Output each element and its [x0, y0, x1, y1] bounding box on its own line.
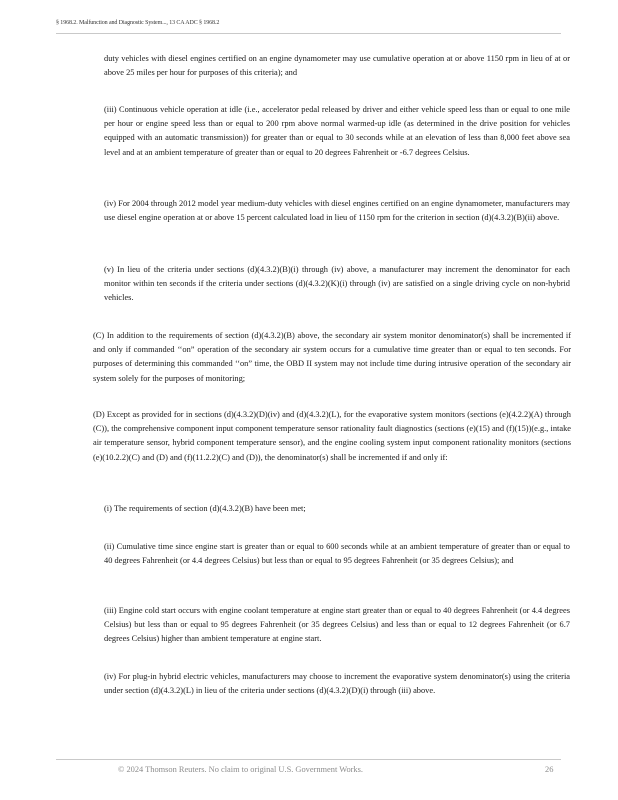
paragraph-cold-start: (iii) Engine cold start occurs with engine coolant temperature at engine start greater than or equal to 40 degrees Fahrenheit (or 4.4 degrees Celsius) but less than or equal to 95 degrees Fahrenheit (or 35 degrees Celsius) and less than or equal to 12 degrees Fahrenheit (or 6.7 degrees Celsius) higher than ambient temperature at engine start.: [104, 606, 570, 644]
paragraph-plug-in-hybrid: (iv) For plug-in hybrid electric vehicles, manufacturers may choose to increment the evaporative system denominator(s) using the criteria under section (d)(4.3.2)(L) in lieu of the criteria under sections (d)(4.3.2)(D)(i) through (iii) above.: [104, 672, 570, 696]
copyright-notice: © 2024 Thomson Reuters. No claim to original U.S. Government Works.: [118, 765, 363, 774]
header-divider: [56, 33, 561, 34]
paragraph-evaporative-system: (D) Except as provided for in sections (d)(4.3.2)(D)(iv) and (d)(4.3.2)(L), for the evaporative system monitors (sections (e)(4.2.2)(A) through (C)), the comprehensive component input component temperature sensor rationality fault diagnostics (sections (e)(15) and (f)(15))(e.g., intake air temperature sensor, hybrid component temperature sensor), and the engine cooling system input component rationality monitors (sections (e)(10.2.2)(C) and (D) and (f)(11.2.2)(C) and (D)), the denominator(s) shall be incremented if and only if:: [93, 410, 571, 462]
paragraph-medium-duty-load: (iv) For 2004 through 2012 model year medium-duty vehicles with diesel engines certified on an engine dynamometer, manufacturers may use diesel engine operation at or above 15 percent calculated load in lieu of 1150 rpm for the criterion in section (d)(4.3.2)(B)(ii) above.: [104, 199, 570, 223]
page-number: 26: [545, 765, 554, 774]
footer-divider: [56, 759, 561, 760]
paragraph-secondary-air-system: (C) In addition to the requirements of section (d)(4.3.2)(B) above, the secondary air system monitor denominator(s) shall be incremented if and only if commanded ‘‘on” operation of the secondary air system occurs for a cumulative time greater than or equal to ten seconds. For purposes of determining this commanded ‘‘on” time, the OBD II system may not include time during intrusive operation of the secondary air system solely for the purposes of monitoring;: [93, 331, 571, 383]
running-header: § 1968.2. Malfunction and Diagnostic System..., 13 CA ADC § 1968.2: [56, 20, 220, 26]
paragraph-lieu-of-criteria: (v) In lieu of the criteria under sections (d)(4.3.2)(B)(i) through (iv) above, a manufacturer may increment the denominator for each monitor within ten seconds if the criteria under sections (d)(4.3.2)(K)(i) through (iv) are satisfied on a single driving cycle on non-hybrid vehicles.: [104, 265, 570, 303]
paragraph-cumulative-time: (ii) Cumulative time since engine start is greater than or equal to 600 seconds while at an ambient temperature of greater than or equal to 40 degrees Fahrenheit (or 4.4 degrees Celsius) but less than or equal to 95 degrees Fahrenheit (or 35 degrees Celsius); and: [104, 542, 570, 566]
paragraph-idle-operation: (iii) Continuous vehicle operation at idle (i.e., accelerator pedal released by driver and either vehicle speed less than or equal to one mile per hour or engine speed less than or equal to 200 rpm above normal warmed-up idle (as determined in the drive position for vehicles equipped with an automatic transmission)) for greater than or equal to 30 seconds while at an elevation of less than 8,000 feet above sea level and at an ambient temperature of greater than or equal to 20 degrees Fahrenheit or -6.7 degrees Celsius.: [104, 105, 570, 157]
paragraph-requirements-met: (i) The requirements of section (d)(4.3.2)(B) have been met;: [104, 504, 306, 513]
paragraph-criteria-continuation: duty vehicles with diesel engines certified on an engine dynamometer may use cumulative operation at or above 1150 rpm in lieu of at or above 25 miles per hour for purposes of this criteria); and: [104, 54, 570, 78]
